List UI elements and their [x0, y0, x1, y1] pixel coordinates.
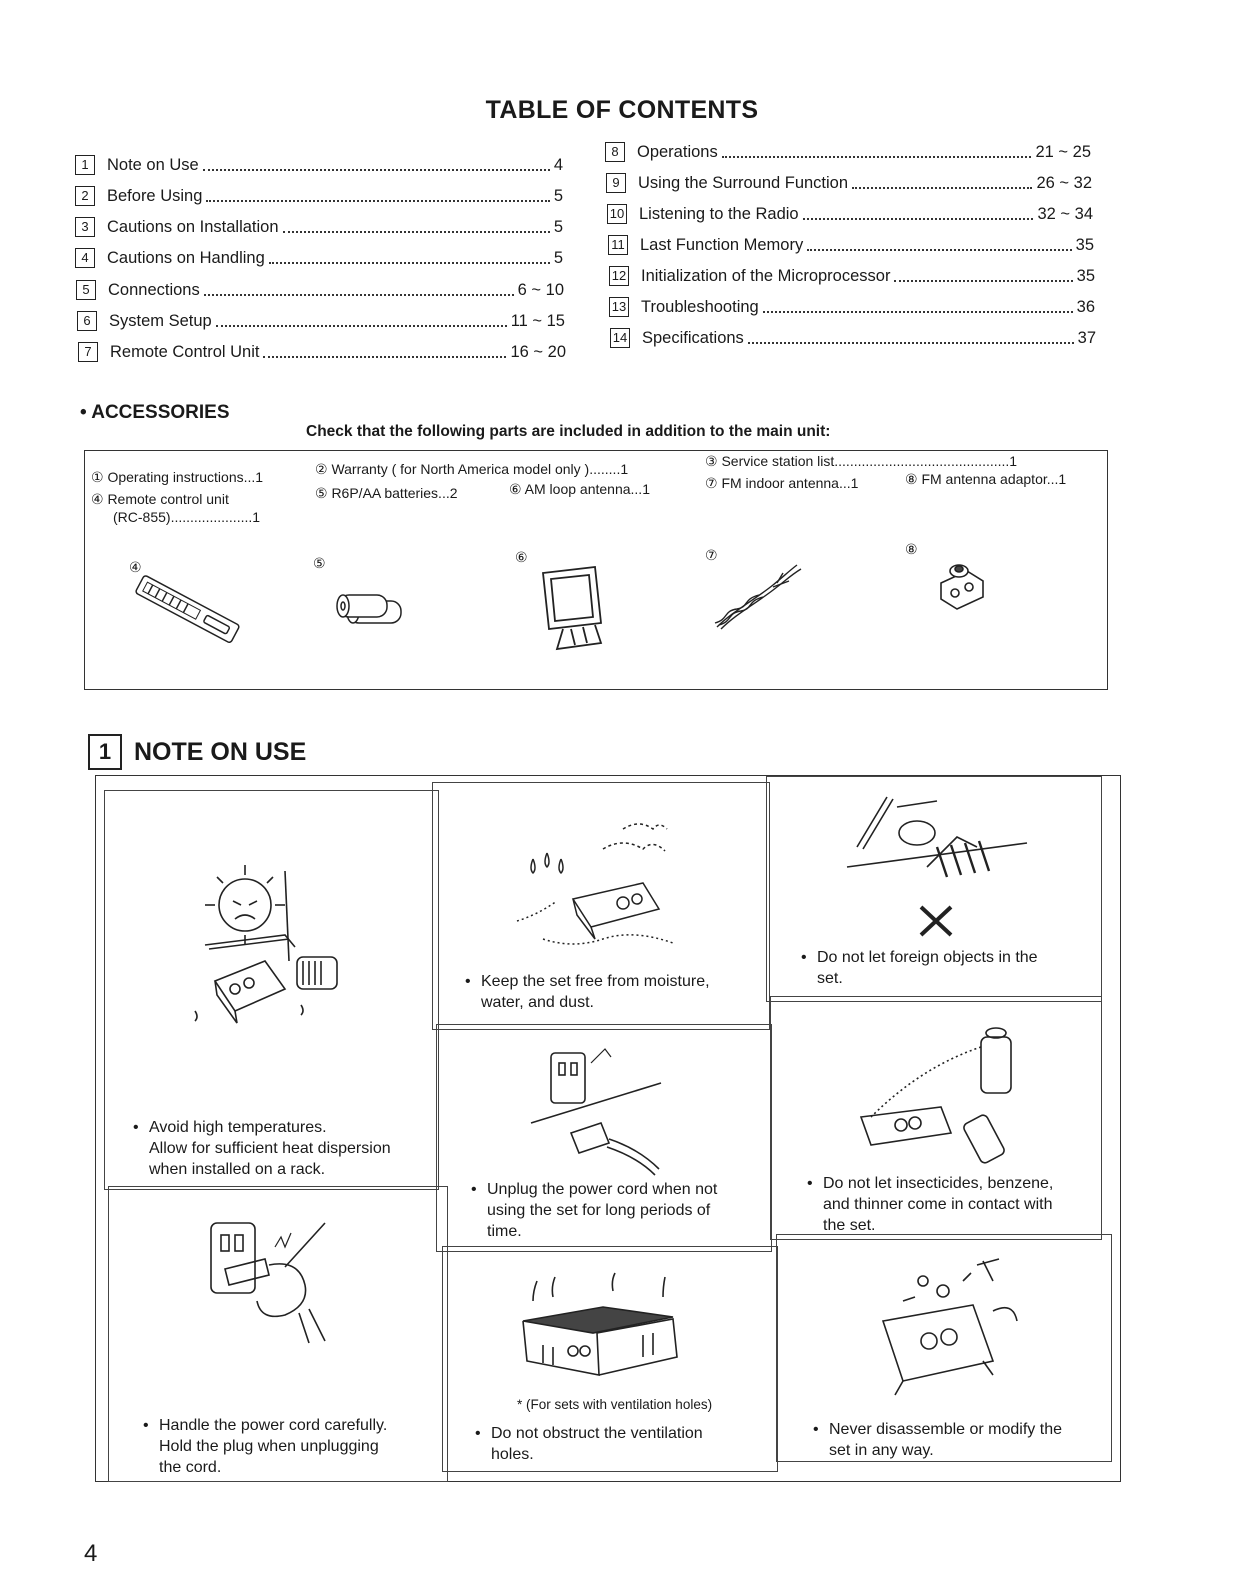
figure-label: ④: [129, 559, 142, 575]
toc-item-number: 3: [75, 217, 95, 237]
toc-item-page: 37: [1077, 328, 1096, 347]
toc-item-number: 5: [76, 280, 96, 300]
caution-text: • Handle the power cord carefully. Hold the plug when unplugging the cord.: [143, 1417, 388, 1476]
toc-item[interactable]: [75, 155, 563, 175]
toc-item-number: 1: [75, 155, 95, 175]
toc-item[interactable]: [609, 266, 1095, 286]
toc-item-number: 7: [78, 342, 98, 362]
toc-item-label: Connections: [108, 280, 200, 299]
caution-cell-ventilation: [442, 1246, 778, 1472]
toc-item[interactable]: [78, 342, 566, 362]
accessories-box: [84, 450, 1108, 690]
toc-item[interactable]: [609, 297, 1095, 317]
caution-text: • Avoid high temperatures. Allow for sufficient heat dispersion when installed on a rack.: [133, 1119, 391, 1178]
toc-item-label: Note on Use: [107, 155, 199, 174]
caution-cell-unplug: [436, 1024, 772, 1252]
caution-text: • Do not obstruct the ventilation holes.: [475, 1425, 703, 1463]
accessory-item: ⑧ FM antenna adaptor...1: [905, 471, 1067, 487]
caution-text: • Never disassemble or modify the set in any way.: [813, 1421, 1062, 1459]
caution-text: • Do not let insecticides, benzene, and thinner come in contact with the set.: [807, 1175, 1054, 1234]
toc-item[interactable]: [76, 280, 564, 300]
section-title: [88, 734, 306, 770]
toc-item-number: 12: [609, 266, 629, 286]
caution-cell-cord: [108, 1186, 448, 1482]
toc-title: TABLE OF CONTENTS: [485, 96, 759, 124]
toc-item-page: 5: [553, 186, 563, 205]
toc-item-number: 2: [75, 186, 95, 206]
toc-item-label: System Setup: [109, 311, 212, 330]
accessory-item: ① Operating instructions...1: [91, 469, 264, 485]
toc-item-label: Initialization of the Microprocessor: [641, 266, 891, 285]
ventilation-illustration: [513, 1271, 703, 1391]
toc-item[interactable]: [75, 248, 563, 268]
toc-item-number: 13: [609, 297, 629, 317]
toc-item-label: Cautions on Handling: [107, 248, 265, 267]
caution-cell-foreign: [766, 776, 1102, 1002]
toc-item-page: 32 ~ 34: [1037, 204, 1093, 223]
ventilation-note: * (For sets with ventilation holes): [517, 1397, 713, 1412]
accessory-item: ⑥ AM loop antenna...1: [509, 481, 650, 497]
toc-item-label: Before Using: [107, 186, 203, 205]
toc-item[interactable]: [75, 186, 563, 206]
figure-label: ⑤: [313, 555, 326, 571]
figure-label: ⑥: [515, 549, 528, 565]
page-number: 4: [84, 1540, 98, 1567]
toc-item[interactable]: [605, 142, 1091, 162]
toc-item[interactable]: [606, 173, 1092, 193]
toc-item-page: 21 ~ 25: [1035, 142, 1091, 161]
note-on-use-grid: [95, 775, 1121, 1482]
toc-item-label: Last Function Memory: [640, 235, 804, 254]
toc-item-page: 36: [1076, 297, 1095, 316]
accessory-item: (RC-855).....................1: [113, 509, 261, 525]
accessory-item: ④ Remote control unit: [91, 491, 229, 507]
caution-cell-moisture: [432, 782, 770, 1030]
toc-item-page: 16 ~ 20: [510, 342, 566, 361]
heat-illustration: [185, 861, 375, 1031]
toc-item-page: 5: [553, 248, 563, 267]
toc-item-page: 4: [553, 155, 563, 174]
toc-item-number: 9: [606, 173, 626, 193]
figure-label: ⑧: [905, 541, 918, 557]
accessories-heading: • ACCESSORIES: [80, 402, 230, 423]
caution-cell-insecticide: [770, 996, 1102, 1240]
toc-item[interactable]: [607, 204, 1093, 224]
toc-item-label: Remote Control Unit: [110, 342, 260, 361]
am-loop-antenna-illustration: [535, 563, 611, 657]
accessory-item: ② Warranty ( for North America model only )........1: [315, 461, 629, 477]
accessory-item: ⑦ FM indoor antenna...1: [705, 475, 859, 491]
toc-item-page: 5: [553, 217, 563, 236]
toc-item-number: 8: [605, 142, 625, 162]
insecticide-illustration: [841, 1017, 1041, 1167]
toc-item-label: Operations: [637, 142, 718, 161]
caution-cell-disassemble: [776, 1234, 1112, 1462]
caution-cell-heat: [104, 790, 439, 1190]
section-number: 1: [88, 734, 122, 770]
toc-item-label: Specifications: [642, 328, 744, 347]
power-cord-illustration: [205, 1217, 355, 1347]
batteries-illustration: [333, 591, 413, 631]
figure-label: ⑦: [705, 547, 718, 563]
caution-text: • Do not let foreign objects in the set.: [801, 949, 1038, 987]
caution-text: • Unplug the power cord when not using the set for long periods of time.: [471, 1181, 718, 1240]
toc-item-label: Listening to the Radio: [639, 204, 799, 223]
moisture-illustration: [503, 799, 693, 969]
toc-item[interactable]: [608, 235, 1094, 255]
disassemble-illustration: [873, 1251, 1043, 1401]
accessory-item: ③ Service station list.............................................1: [705, 453, 1018, 469]
toc-item-label: Cautions on Installation: [107, 217, 279, 236]
toc-item[interactable]: [75, 217, 563, 237]
toc-item-label: Using the Surround Function: [638, 173, 849, 192]
section-title-text: NOTE ON USE: [134, 737, 307, 766]
toc-item-number: 6: [77, 311, 97, 331]
toc-item-number: 14: [610, 328, 630, 348]
toc-item-number: 4: [75, 248, 95, 268]
toc-item-page: 26 ~ 32: [1036, 173, 1092, 192]
accessories-subheading: Check that the following parts are included in addition to the main unit:: [306, 423, 831, 440]
accessory-item: ⑤ R6P/AA batteries...2: [315, 485, 458, 501]
toc-item-page: 35: [1076, 266, 1095, 285]
unplug-illustration: [531, 1043, 701, 1173]
toc-item[interactable]: [610, 328, 1096, 348]
caution-text: • Keep the set free from moisture, water, and dust.: [465, 973, 710, 1011]
foreign-objects-illustration: [837, 787, 1037, 927]
fm-antenna-adaptor-illustration: [935, 557, 989, 613]
toc-item[interactable]: [77, 311, 565, 331]
toc-item-page: 35: [1075, 235, 1094, 254]
remote-control-illustration: [133, 579, 243, 649]
toc-item-page: 6 ~ 10: [517, 280, 564, 299]
toc-item-page: 11 ~ 15: [510, 311, 565, 330]
fm-indoor-antenna-illustration: [713, 561, 805, 631]
toc-item-label: Troubleshooting: [641, 297, 759, 316]
toc-item-number: 10: [607, 204, 627, 224]
toc-item-number: 11: [608, 235, 628, 255]
